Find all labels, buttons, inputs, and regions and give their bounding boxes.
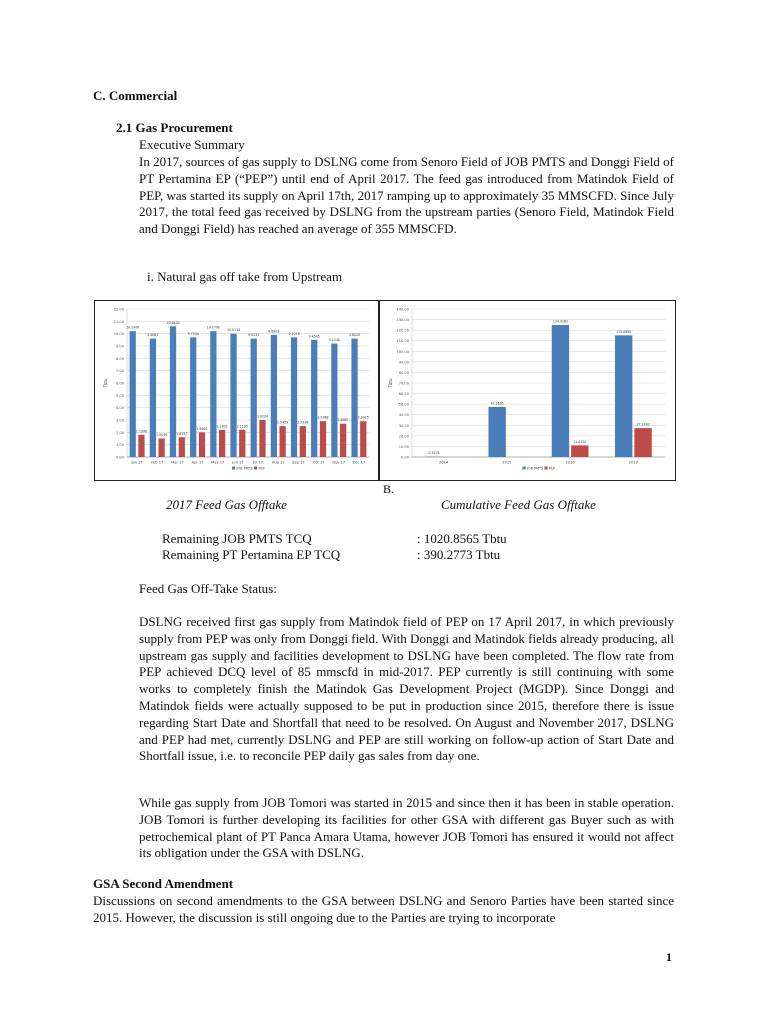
y-tick-label: 3.00 [115, 418, 124, 423]
data-label: 47.2695 [490, 401, 504, 406]
x-tick-label: Jan 17 [131, 460, 143, 465]
y-tick-label: 90.00 [398, 360, 409, 365]
y-tick-label: 30.00 [398, 423, 409, 428]
data-label: 2.5459 [277, 420, 289, 425]
x-tick-label: May 17 [211, 460, 225, 465]
x-tick-label: Dec 17 [352, 460, 366, 465]
y-tick-label: 7.00 [115, 369, 124, 374]
x-tick-label: Apr 17 [191, 460, 204, 465]
legend-swatch [232, 467, 235, 470]
figure-box [94, 300, 676, 481]
data-label: 9.7078 [288, 331, 300, 336]
data-label: 2.6987 [337, 418, 349, 423]
x-tick-label: Aug 17 [271, 460, 285, 465]
figure-divider [378, 301, 380, 480]
x-tick-label: Jun 17 [232, 460, 244, 465]
caption-right: Cumulative Feed Gas Offtake [441, 497, 596, 512]
y-tick-label: 60.00 [398, 392, 409, 397]
bar-job-pmts [251, 339, 257, 457]
x-tick-label: Feb 17 [151, 460, 164, 465]
data-label: 9.6020 [348, 333, 361, 338]
y-tick-label: 10.00 [398, 444, 409, 449]
y-tick-label: 4.00 [115, 406, 124, 411]
bar-pep [159, 439, 165, 458]
y-tick-label: 5.00 [115, 393, 124, 398]
data-label: 124.9182 [552, 319, 569, 324]
y-tick-label: 0.00 [115, 455, 124, 460]
bar-pep [571, 445, 588, 457]
y-tick-label: 0.00 [400, 455, 409, 460]
data-label: 1.6197 [176, 431, 188, 436]
bar-pep [199, 432, 205, 457]
data-label: 9.7034 [187, 331, 199, 336]
executive-summary-label: Executive Summary [139, 137, 245, 152]
page-number: 1 [666, 950, 672, 964]
x-tick-label: Oct 17 [312, 460, 325, 465]
bar-pep [138, 435, 144, 457]
data-label: 2.2195 [236, 424, 248, 429]
bar-job-pmts [170, 326, 176, 457]
x-tick-label: 2014 [439, 460, 449, 465]
data-label: 2.9025 [357, 415, 369, 420]
bar-job-pmts [150, 339, 156, 457]
y-tick-label: 130.00 [396, 318, 409, 323]
y-tick-label: 120.00 [396, 328, 409, 333]
legend-label: JOB PMTS [527, 466, 544, 471]
bar-pep [219, 430, 225, 457]
data-label: 10.1906 [126, 325, 140, 330]
bar-job-pmts [311, 340, 317, 457]
data-label: 2.9388 [317, 415, 329, 420]
x-tick-label: Jul 17 [253, 460, 264, 465]
y-tick-label: 8.00 [115, 356, 124, 361]
bar-job-pmts [488, 407, 505, 457]
remaining-label-pep: Remaining PT Pertamina EP TCQ [162, 547, 341, 562]
legend-label: PEP [549, 466, 556, 471]
y-tick-label: 9.00 [115, 344, 124, 349]
data-label: 2.5338 [297, 420, 309, 425]
bar-job-pmts [615, 335, 632, 457]
gsa-heading: GSA Second Amendment [93, 876, 234, 891]
bar-pep [300, 426, 306, 457]
remaining-label-job-pmts: Remaining JOB PMTS TCQ [162, 531, 312, 546]
data-label: 10.6424 [166, 320, 180, 325]
bar-pep [239, 430, 245, 457]
x-tick-label: 2017 [628, 460, 638, 465]
y-tick-label: 12.00 [113, 307, 124, 312]
data-label: 27.3242 [636, 422, 650, 427]
data-label: 2.1802 [216, 424, 228, 429]
legend-label: PEP [258, 466, 265, 471]
data-label: 9.1548 [328, 338, 340, 343]
chart-cumulative-feed-gas [382, 303, 672, 478]
status-heading: Feed Gas Off-Take Status: [139, 581, 277, 596]
legend-label: JOB PMTS [236, 466, 253, 471]
status-paragraph-2: While gas supply from JOB Tomori was started in 2015 and since then it has been in stable operation. JOB Tomori is further developing its facilities for other GSA with different gas Buyer such as with petrochemical plant of PT Panca Amara Utama, however JOB Tomori has ensured it would not affect its obligation under the GSA with DSLNG. [139, 795, 674, 861]
y-axis-label: Tbtu [388, 378, 393, 388]
data-label: 1.9663 [196, 426, 208, 431]
remaining-value-pep: : 390.2773 Tbtu [417, 547, 501, 562]
x-tick-label: 2015 [502, 460, 512, 465]
y-tick-label: 10.00 [113, 332, 124, 337]
bar-pep [340, 424, 346, 457]
remaining-value-job-pmts: : 1020.8565 Tbtu [417, 531, 507, 546]
bar-pep [634, 428, 651, 457]
x-tick-label: Sep 17 [292, 460, 305, 465]
bar-pep [280, 426, 286, 457]
bar-pep [360, 421, 366, 457]
y-tick-label: 140.00 [396, 307, 409, 312]
status-paragraph-1: DSLNG received first gas supply from Matindok field of PEP on 17 April 2017, in which previously supply from PEP was only from Donggi field. With Donggi and Matindok fields already producing, all upstream gas supply and facilities development to DSLNG have been completed. The flow rate from PEP achieved DCQ level of 85 mmscfd in mid-2017. PEP currently is still continuing with some works to completely finish the Matindok Gas Development Project (MGDP). Since Donggi and Matindok fields were actually supposed to be put in production since 2015, therefore there is issue regarding Start Date and Shortfall that need to be resolved. On August and November 2017, DSLNG and PEP had met, currently DSLNG and PEP are still working on follow-up action of Start Date and Shortfall issue, i.e. to reconcile PEP daily gas sales from day one. [139, 614, 674, 764]
y-tick-label: 2.00 [115, 430, 124, 435]
x-tick-label: Nov 17 [332, 460, 346, 465]
data-label: 1.5046 [156, 433, 168, 437]
y-tick-label: 70.00 [398, 381, 409, 386]
bar-job-pmts [210, 331, 216, 457]
y-tick-label: 110.00 [396, 339, 409, 344]
data-label: 1.7996 [135, 429, 148, 434]
bar-job-pmts [351, 339, 357, 457]
bar-pep [320, 421, 326, 457]
y-tick-label: 11.00 [113, 319, 124, 324]
intro-paragraph: In 2017, sources of gas supply to DSLNG come from Senoro Field of JOB PMTS and Donggi Field of PT Pertamina EP (“PEP”) until end of April 2017. The feed gas introduced from Matindok Field of PEP, was started its supply on April 17th, 2017 ramping up to approximately 35 MMSCFD. Since July 2017, the total feed gas received by DSLNG from the upstream parties (Senoro Field, Matindok Field and Donggi Field) has reached an average of 355 MMSCFD. [139, 154, 674, 237]
bar-pep [259, 420, 265, 457]
legend-swatch [545, 467, 548, 470]
x-tick-label: Mar 17 [171, 460, 184, 465]
caption-left: 2017 Feed Gas Offtake [166, 497, 287, 512]
gsa-paragraph: Discussions on second amendments to the GSA between DSLNG and Senoro Parties have been started since 2015. However, the discussion is still ongoing due to the Parties are trying to incorporate [93, 893, 674, 925]
bar-job-pmts [190, 337, 196, 457]
data-label: 9.4545 [308, 334, 320, 339]
legend-swatch [523, 467, 526, 470]
section-heading: C. Commercial [93, 88, 178, 103]
data-label: 10.1796 [206, 325, 220, 330]
y-tick-label: 50.00 [398, 402, 409, 407]
figure-label-b: B. [383, 482, 395, 496]
bar-job-pmts [291, 337, 297, 457]
legend-swatch [254, 467, 257, 470]
y-axis-label: Tbtu [103, 378, 108, 388]
y-tick-label: 6.00 [115, 381, 124, 386]
y-tick-label: 100.00 [396, 349, 409, 354]
bar-job-pmts [130, 331, 136, 457]
y-tick-label: 20.00 [398, 434, 409, 439]
data-label: 0.3278 [428, 451, 440, 456]
bar-job-pmts [230, 334, 236, 457]
data-label: 115.0895 [616, 329, 632, 334]
y-tick-label: 1.00 [115, 443, 124, 448]
bar-job-pmts [552, 325, 569, 457]
subsection-heading: 2.1 Gas Procurement [116, 120, 233, 135]
data-label: 9.6087 [147, 333, 159, 338]
bar-pep [179, 437, 185, 457]
data-label: 9.6237 [248, 333, 260, 338]
list-item-natural-gas: i. Natural gas off take from Upstream [147, 269, 343, 284]
data-label: 10.0116 [226, 328, 241, 333]
data-label: 11.0220 [573, 439, 587, 444]
data-label: 9.8902 [268, 329, 280, 334]
y-tick-label: 40.00 [398, 413, 409, 418]
y-tick-label: 80.00 [398, 370, 409, 375]
chart-2017-feed-gas [97, 303, 375, 478]
bar-job-pmts [271, 335, 277, 457]
bar-job-pmts [331, 344, 337, 457]
x-tick-label: 2016 [565, 460, 575, 465]
data-label: 3.0204 [256, 414, 269, 419]
